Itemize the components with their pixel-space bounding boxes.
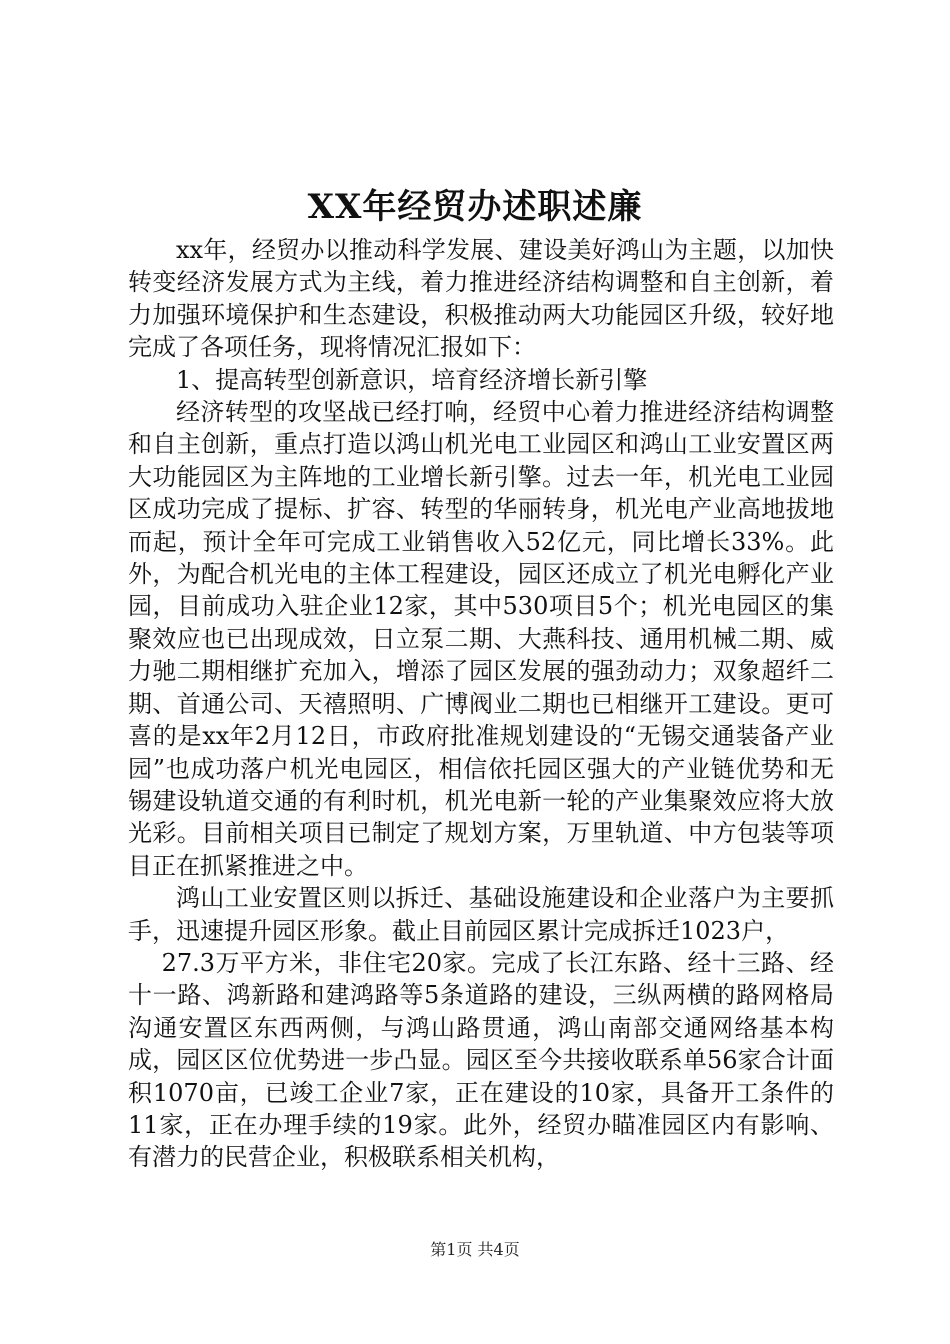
- section-heading-1: 1、提高转型创新意识，培育经济增长新引擎: [176, 365, 648, 394]
- document-body: [128, 234, 834, 1174]
- paragraph-intro: xx年，经贸办以推动科学发展、建设美好鸿山为主题，以加快转变经济发展方式为主线，着力推进经济结构调整和自主创新，着力加强环境保护和生态建设，积极推动两大功能园区升级，较好地完成了各项任务，现将情况汇报如下：: [128, 236, 834, 362]
- paragraph-economic-transformation: 经济转型的攻坚战已经打响，经贸中心着力推进经济结构调整和自主创新，重点打造以鸿山机光电工业园区和鸿山工业安置区两大功能园区为主阵地的工业增长新引擎。过去一年，机光电工业园区成功完成了提标、扩容、转型的华丽转身，机光电产业高地拔地而起，预计全年可完成工业销售收入52亿元，同比增长33%。此外，为配合机光电的主体工程建设，园区还成立了机光电孵化产业园，目前成功入驻企业12家，其中530项目5个；机光电园区的集聚效应也已出现成效，日立泵二期、大燕科技、通用机械二期、威力驰二期相继扩充加入，增添了园区发展的强劲动力；双象超纤二期、首通公司、天禧照明、广博阀业二期也已相继开工建设。更可喜的是xx年2月12日，市政府批准规划建设的“无锡交通装备产业园”也成功落户机光电园区，相信依托园区强大的产业链优势和无锡建设轨道交通的有利时机，机光电新一轮的产业集聚效应将大放光彩。目前相关项目已制定了规划方案，万里轨道、中方包装等项目正在抓紧推进之中。: [128, 398, 834, 880]
- paragraph-infrastructure: 27.3万平方米，非住宅20家。完成了长江东路、经十三路、经十一路、鸿新路和建鸿路等5条道路的建设，三纵两横的路网格局沟通安置区东西两侧，与鸿山路贯通，鸿山南部交通网络基本构成，园区区位优势进一步凸显。园区至今共接收联系单56家合计面积1070亩，已竣工企业7家，正在建设的10家，具备开工条件的11家，正在办理手续的19家。此外，经贸办瞄准园区内有影响、有潜力的民营企业，积极联系相关机构，: [128, 948, 834, 1172]
- page-number-footer: 第1页 共4页: [430, 1240, 520, 1259]
- document-title: XX年经贸办述职述廉: [307, 187, 643, 227]
- paragraph-industrial-resettlement: 鸿山工业安置区则以拆迁、基础设施建设和企业落户为主要抓手，迅速提升园区形象。截止目前园区累计完成拆迁1023户，: [128, 884, 834, 945]
